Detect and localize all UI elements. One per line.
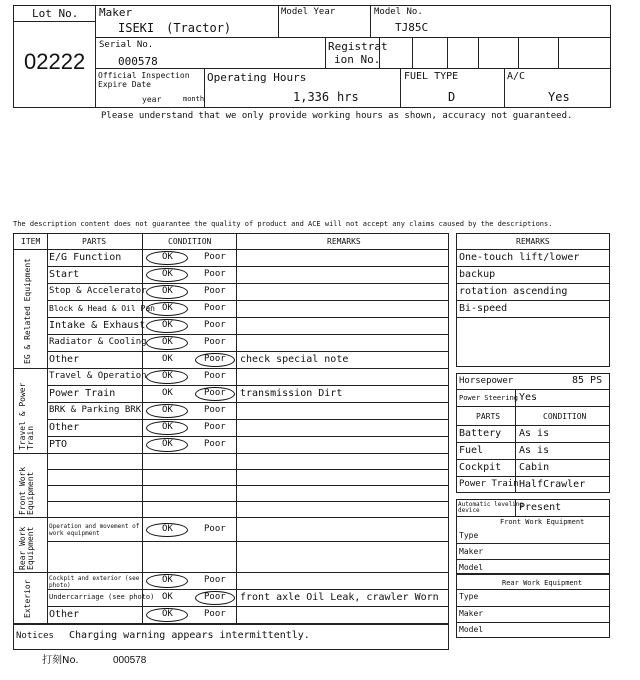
powertrain-value: HalfCrawler xyxy=(519,479,586,490)
divider xyxy=(456,606,610,607)
condition-circle xyxy=(146,523,188,537)
divider xyxy=(47,436,449,437)
condition-ok: OK xyxy=(162,337,173,347)
col-condition: CONDITION xyxy=(168,237,212,246)
auto-leveling-label-2: device xyxy=(458,507,480,514)
model-no-value: TJ85C xyxy=(395,21,429,34)
rear-type-label: Type xyxy=(459,592,479,601)
part-intake-exhaust: Intake & Exhaust xyxy=(49,320,146,331)
part-eg-other: Other xyxy=(49,354,80,365)
ac-value: Yes xyxy=(548,90,570,104)
year-label: year xyxy=(142,95,162,104)
condition-poor: Poor xyxy=(204,388,226,398)
divider xyxy=(47,351,449,352)
part-work-operation: Operation and movement of work equipment xyxy=(49,523,140,538)
auto-leveling-label: Automatic leveling xyxy=(458,501,524,508)
right-remark-1: One-touch lift/lower xyxy=(459,252,580,263)
notices-label: Notices xyxy=(16,631,54,641)
condition-ok: OK xyxy=(162,354,173,364)
divider xyxy=(95,37,611,38)
divider xyxy=(13,249,449,250)
remark-undercarriage: front axle Oil Leak, crawler Worn xyxy=(240,592,439,603)
part-stop-accelerator: Stop & Accelerator xyxy=(49,286,147,296)
part-travel-operation: Travel & Operation xyxy=(49,371,147,381)
divider xyxy=(13,21,95,22)
condition-circle xyxy=(146,302,188,316)
divider xyxy=(456,442,610,443)
front-maker-label: Maker xyxy=(459,547,484,556)
divider xyxy=(278,5,279,37)
condition-circle xyxy=(146,438,188,452)
divider xyxy=(456,317,610,318)
condition-ok: OK xyxy=(162,524,173,534)
condition-circle xyxy=(146,285,188,299)
remark-power-train: transmission Dirt xyxy=(240,388,343,399)
condition-circle xyxy=(146,251,188,265)
fuel-label: FUEL TYPE xyxy=(404,71,459,82)
hours-note: Please understand that we only provide working hours as shown, accuracy not guaranteed. xyxy=(101,111,573,121)
condition-circle xyxy=(195,387,235,401)
right-remark-3: rotation ascending xyxy=(459,286,568,297)
cockpit-value: Cabin xyxy=(519,462,550,473)
part-exterior-other: Other xyxy=(49,609,80,620)
divider xyxy=(456,459,610,460)
condition-circle xyxy=(146,268,188,282)
parts-label: PARTS xyxy=(476,412,501,421)
divider xyxy=(47,541,449,542)
auto-leveling-value: Present xyxy=(519,502,562,513)
serial-value: 000578 xyxy=(118,55,158,68)
rear-model-label: Model xyxy=(459,625,484,634)
divider xyxy=(456,543,610,544)
model-no-label: Model No. xyxy=(374,7,423,17)
divider xyxy=(204,68,205,108)
condition-circle xyxy=(146,421,188,435)
divider xyxy=(47,233,48,624)
group-exterior: Exterior xyxy=(23,579,32,618)
divider xyxy=(47,300,449,301)
steering-value: Yes xyxy=(519,392,538,403)
divider xyxy=(47,334,449,335)
condition-poor: Poor xyxy=(204,609,226,619)
divider xyxy=(456,300,610,301)
right-remark-2: backup xyxy=(459,269,496,280)
group-eg: EG & Related Equipment xyxy=(23,258,32,364)
fuel-part-value: As is xyxy=(519,445,550,456)
divider xyxy=(456,425,610,426)
condition-ok: OK xyxy=(162,303,173,313)
condition-circle xyxy=(146,370,188,384)
condition-poor: Poor xyxy=(204,371,226,381)
divider xyxy=(456,249,610,250)
part-travel-other: Other xyxy=(49,422,80,433)
divider xyxy=(400,68,401,108)
hours-value: 1,336 xyxy=(293,90,330,104)
condition-poor: Poor xyxy=(204,524,226,534)
part-radiator: Radiator & Cooling xyxy=(49,337,147,347)
right-remark-4: Bi-speed xyxy=(459,303,508,314)
divider xyxy=(478,37,479,68)
condition-poor: Poor xyxy=(204,252,226,262)
condition-circle xyxy=(195,591,235,605)
group-rear: Rear Work Equipment xyxy=(18,526,35,570)
divider xyxy=(558,37,559,68)
condition-ok: OK xyxy=(162,439,173,449)
stamp-value: 000578 xyxy=(113,655,147,666)
condition-ok: OK xyxy=(162,609,173,619)
divider xyxy=(13,517,449,518)
divider xyxy=(47,283,449,284)
divider xyxy=(47,419,449,420)
disclaimer: The description content does not guarantee the quality of product and ACE will not accept any claims caused by the descriptions. xyxy=(13,220,553,228)
condition-poor: Poor xyxy=(204,592,226,602)
cockpit-label: Cockpit xyxy=(459,462,502,473)
condition-label: CONDITION xyxy=(543,412,587,421)
condition-poor: Poor xyxy=(204,575,226,585)
condition-circle xyxy=(146,404,188,418)
divider xyxy=(47,317,449,318)
part-eg-function: E/G Function xyxy=(49,252,122,263)
condition-ok: OK xyxy=(162,388,173,398)
inspection-label-2: Expire Date xyxy=(98,80,151,89)
condition-ok: OK xyxy=(162,422,173,432)
month-label: month xyxy=(183,95,205,103)
divider xyxy=(456,559,610,560)
part-pto: PTO xyxy=(49,439,68,450)
lot-number: 02222 xyxy=(24,49,86,74)
hours-label: Operating Hours xyxy=(207,71,307,84)
group-front: Front Work Equipment xyxy=(18,466,35,515)
condition-poor: Poor xyxy=(204,303,226,313)
divider xyxy=(47,501,449,502)
divider xyxy=(456,389,610,390)
part-undercarriage: Undercarriage (see photo) xyxy=(49,593,155,601)
divider xyxy=(47,385,449,386)
divider xyxy=(47,485,449,486)
col-parts: PARTS xyxy=(82,237,107,246)
divider xyxy=(456,622,610,623)
divider xyxy=(236,233,237,624)
maker-label: Maker xyxy=(99,6,133,19)
condition-ok: OK xyxy=(162,286,173,296)
maker-value: ISEKI (Tractor) xyxy=(118,21,232,35)
divider xyxy=(13,368,449,369)
lot-label: Lot No. xyxy=(32,7,79,20)
horsepower-value: 85 PS xyxy=(572,375,603,386)
model-year-label: Model Year xyxy=(281,7,336,17)
divider xyxy=(515,389,516,493)
divider xyxy=(412,37,413,68)
divider xyxy=(456,266,610,267)
condition-ok: OK xyxy=(162,575,173,585)
condition-ok: OK xyxy=(162,269,173,279)
serial-label: Serial No. xyxy=(99,40,154,50)
part-start: Start xyxy=(49,269,80,280)
front-model-label: Model xyxy=(459,563,484,572)
steering-label: Power Steering xyxy=(459,394,519,402)
horsepower-label: Horsepower xyxy=(459,376,514,386)
divider xyxy=(456,283,610,284)
condition-ok: OK xyxy=(162,252,173,262)
group-travel: Travel & Power Train xyxy=(18,382,35,450)
condition-poor: Poor xyxy=(204,337,226,347)
col-item: ITEM xyxy=(21,237,41,246)
condition-ok: OK xyxy=(162,320,173,330)
divider xyxy=(47,469,449,470)
right-remarks-title: REMARKS xyxy=(516,237,550,246)
ac-label: A/C xyxy=(507,71,526,82)
divider xyxy=(95,5,96,108)
condition-poor: Poor xyxy=(204,286,226,296)
condition-ok: OK xyxy=(162,405,173,415)
battery-value: As is xyxy=(519,428,550,439)
divider xyxy=(13,572,449,573)
condition-ok: OK xyxy=(162,371,173,381)
notices-value: Charging warning appears intermittently. xyxy=(69,630,310,641)
divider xyxy=(47,402,449,403)
fuel-value: D xyxy=(448,90,456,104)
divider xyxy=(13,453,449,454)
part-power-train: Power Train xyxy=(49,388,116,399)
part-cockpit-exterior: Cockpit and exterior (see photo) xyxy=(49,575,140,590)
fuel-part-label: Fuel xyxy=(459,445,484,456)
condition-circle xyxy=(146,336,188,350)
divider xyxy=(47,266,449,267)
divider xyxy=(47,606,449,607)
rear-maker-label: Maker xyxy=(459,609,484,618)
condition-circle xyxy=(146,608,188,622)
battery-label: Battery xyxy=(459,428,502,439)
divider xyxy=(518,37,519,68)
condition-poor: Poor xyxy=(204,405,226,415)
registration-label-2: ion No. xyxy=(334,53,381,66)
condition-poor: Poor xyxy=(204,422,226,432)
divider xyxy=(325,37,326,68)
divider xyxy=(504,68,505,108)
divider xyxy=(370,5,371,37)
divider xyxy=(95,68,611,69)
front-type-label: Type xyxy=(459,531,479,540)
remark-eg-other: check special note xyxy=(240,354,349,365)
condition-poor: Poor xyxy=(204,354,226,364)
powertrain-label: Power Train xyxy=(459,479,519,489)
condition-circle xyxy=(146,319,188,333)
condition-poor: Poor xyxy=(204,269,226,279)
divider xyxy=(456,516,610,517)
hours-unit: hrs xyxy=(337,90,359,104)
registration-label: Registrat xyxy=(328,40,388,53)
divider xyxy=(456,476,610,477)
condition-poor: Poor xyxy=(204,320,226,330)
stamp-label: 打刻No. xyxy=(42,655,79,666)
condition-ok: OK xyxy=(162,592,173,602)
condition-circle xyxy=(146,574,188,588)
col-remarks: REMARKS xyxy=(327,237,361,246)
divider xyxy=(447,37,448,68)
part-brk: BRK & Parking BRK xyxy=(49,405,142,415)
front-equipment-title: Front Work Equipment xyxy=(500,518,585,526)
inspection-label: Official Inspection xyxy=(98,71,190,80)
part-block-head: Block & Head & Oil Pan xyxy=(49,304,155,313)
condition-circle xyxy=(195,353,235,367)
rear-equipment-title: Rear Work Equipment xyxy=(502,579,583,587)
condition-poor: Poor xyxy=(204,439,226,449)
divider xyxy=(456,589,610,590)
divider xyxy=(456,406,610,407)
